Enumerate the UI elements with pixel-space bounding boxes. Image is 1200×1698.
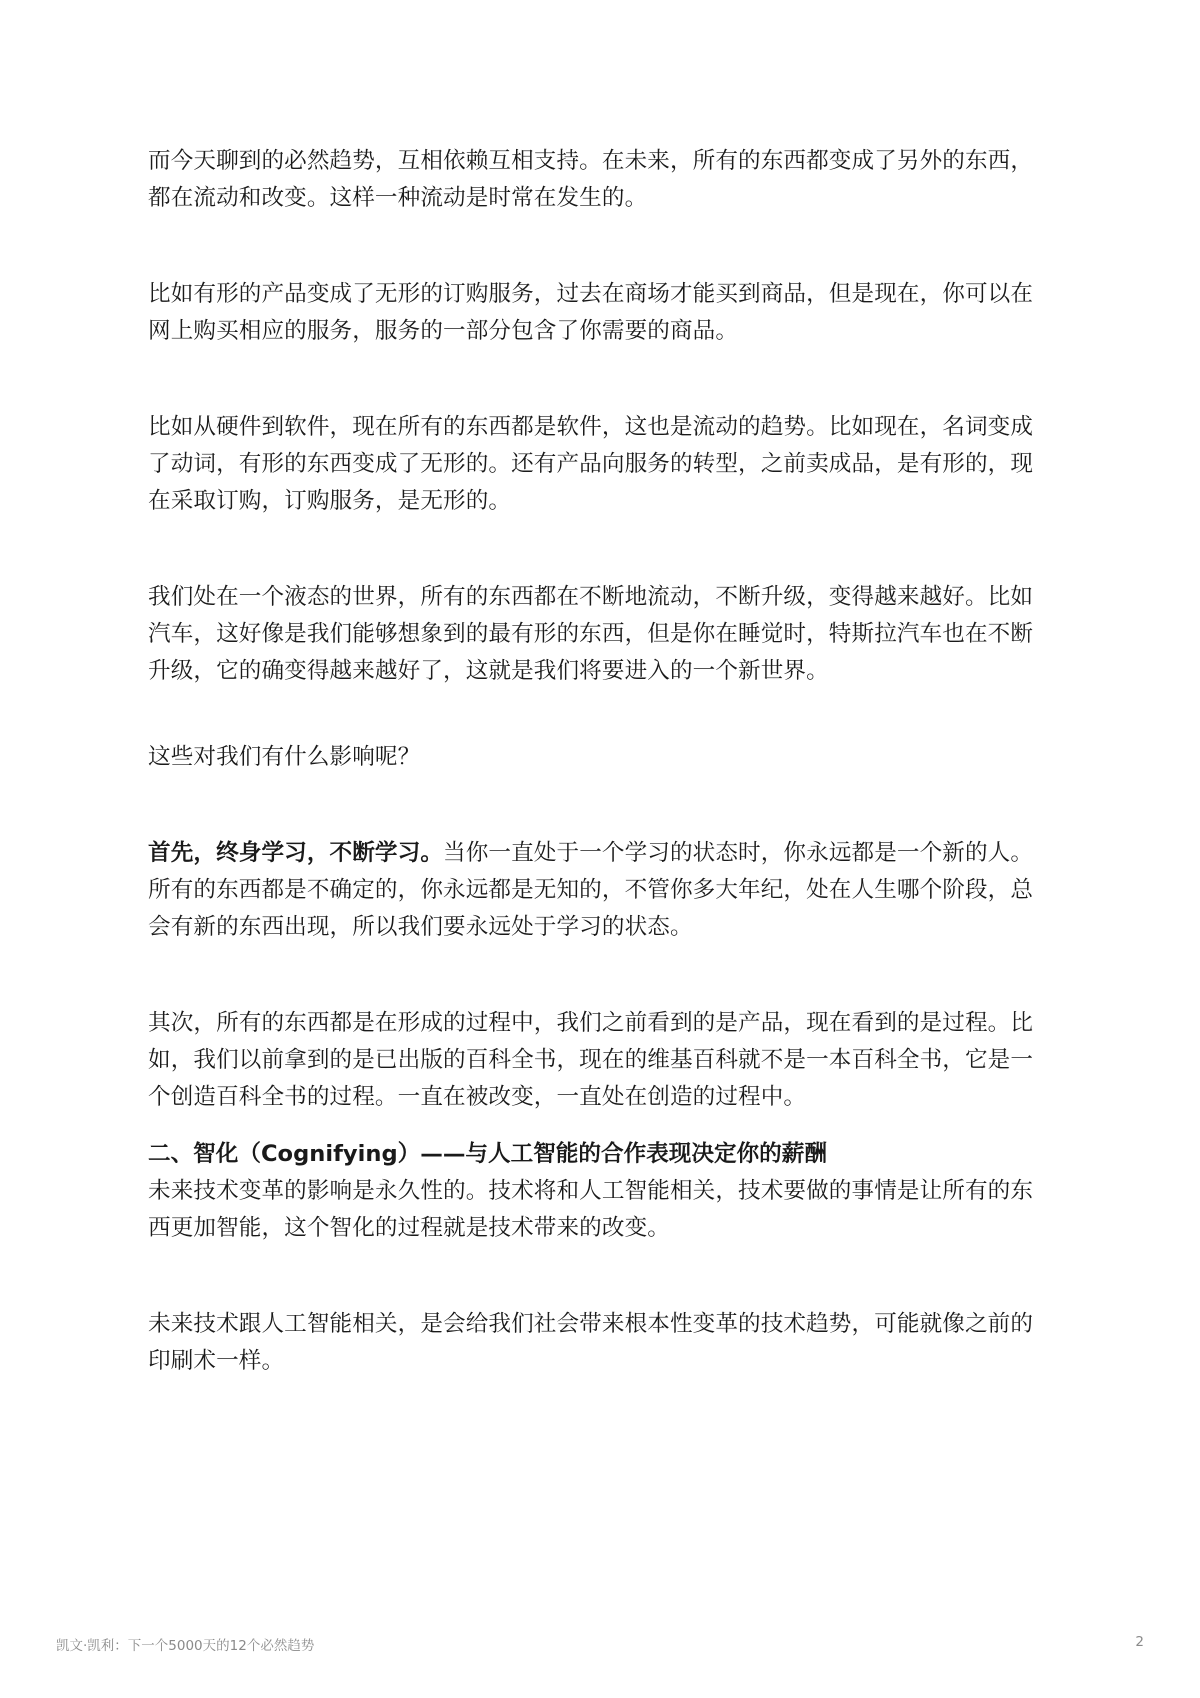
paragraph-cognifying-printing: 未来技术跟人工智能相关，是会给我们社会带来根本性变革的技术趋势，可能就像之前的印刷术一样。 [148,1311,1034,1374]
lifelong-learning-text: 当你一直处于一个学习的状态时，你永远都是一个新的人。所有的东西都是不确定的，你永远都是无知的，不管你多大年纪，处在人生哪个阶段，总会有新的东西出现，所以我们要永远处于学习的状态。 [148,840,1034,940]
paragraph-hardware-to-software: 比如从硬件到软件，现在所有的东西都是软件，这也是流动的趋势。比如现在，名词变成了动词，有形的东西变成了无形的。还有产品向服务的转型，之前卖成品，是有形的，现在采取订购，订购服务，是无形的。 [148,414,1034,514]
paragraph-cognifying-permanent: 未来技术变革的影响是永久性的。技术将和人工智能相关，技术要做的事情是让所有的东西更加智能，这个智化的过程就是技术带来的改变。 [148,1178,1034,1241]
paragraph-liquid-world: 我们处在一个液态的世界，所有的东西都在不断地流动，不断升级，变得越来越好。比如汽车，这好像是我们能够想象到的最有形的东西，但是你在睡觉时，特斯拉汽车也在不断升级，它的确变得越来越好了，这就是我们将要进入的一个新世界。 [148,584,1034,684]
document-body [148,143,1053,1380]
paragraph-impact-question: 这些对我们有什么影响呢？ [148,744,421,770]
footer-document-title: 凯文·凯利：下一个5000天的12个必然趋势 [56,1638,315,1654]
paragraph-lifelong-learning [148,835,1053,946]
footer-page-number: 2 [1135,1634,1144,1650]
paragraph-interdependence: 而今天聊到的必然趋势，互相依赖互相支持。在未来，所有的东西都变成了另外的东西，都在流动和改变。这样一种流动是时常在发生的。 [148,148,1034,211]
page-footer [56,1634,1144,1656]
paragraph-process: 其次，所有的东西都是在形成的过程中，我们之前看到的是产品，现在看到的是过程。比如，我们以前拿到的是已出版的百科全书，现在的维基百科就不是一本百科全书，它是一个创造百科全书的过程。一直在被改变，一直处在创造的过程中。 [148,1010,1034,1110]
section-heading-cognifying: 二、智化（Cognifying）——与人工智能的合作表现决定你的薪酬 [148,1141,827,1167]
lifelong-learning-emphasis: 首先，终身学习，不断学习。 [148,840,444,866]
paragraph-subscription-service: 比如有形的产品变成了无形的订购服务，过去在商场才能买到商品，但是现在，你可以在网上购买相应的服务，服务的一部分包含了你需要的商品。 [148,281,1034,344]
